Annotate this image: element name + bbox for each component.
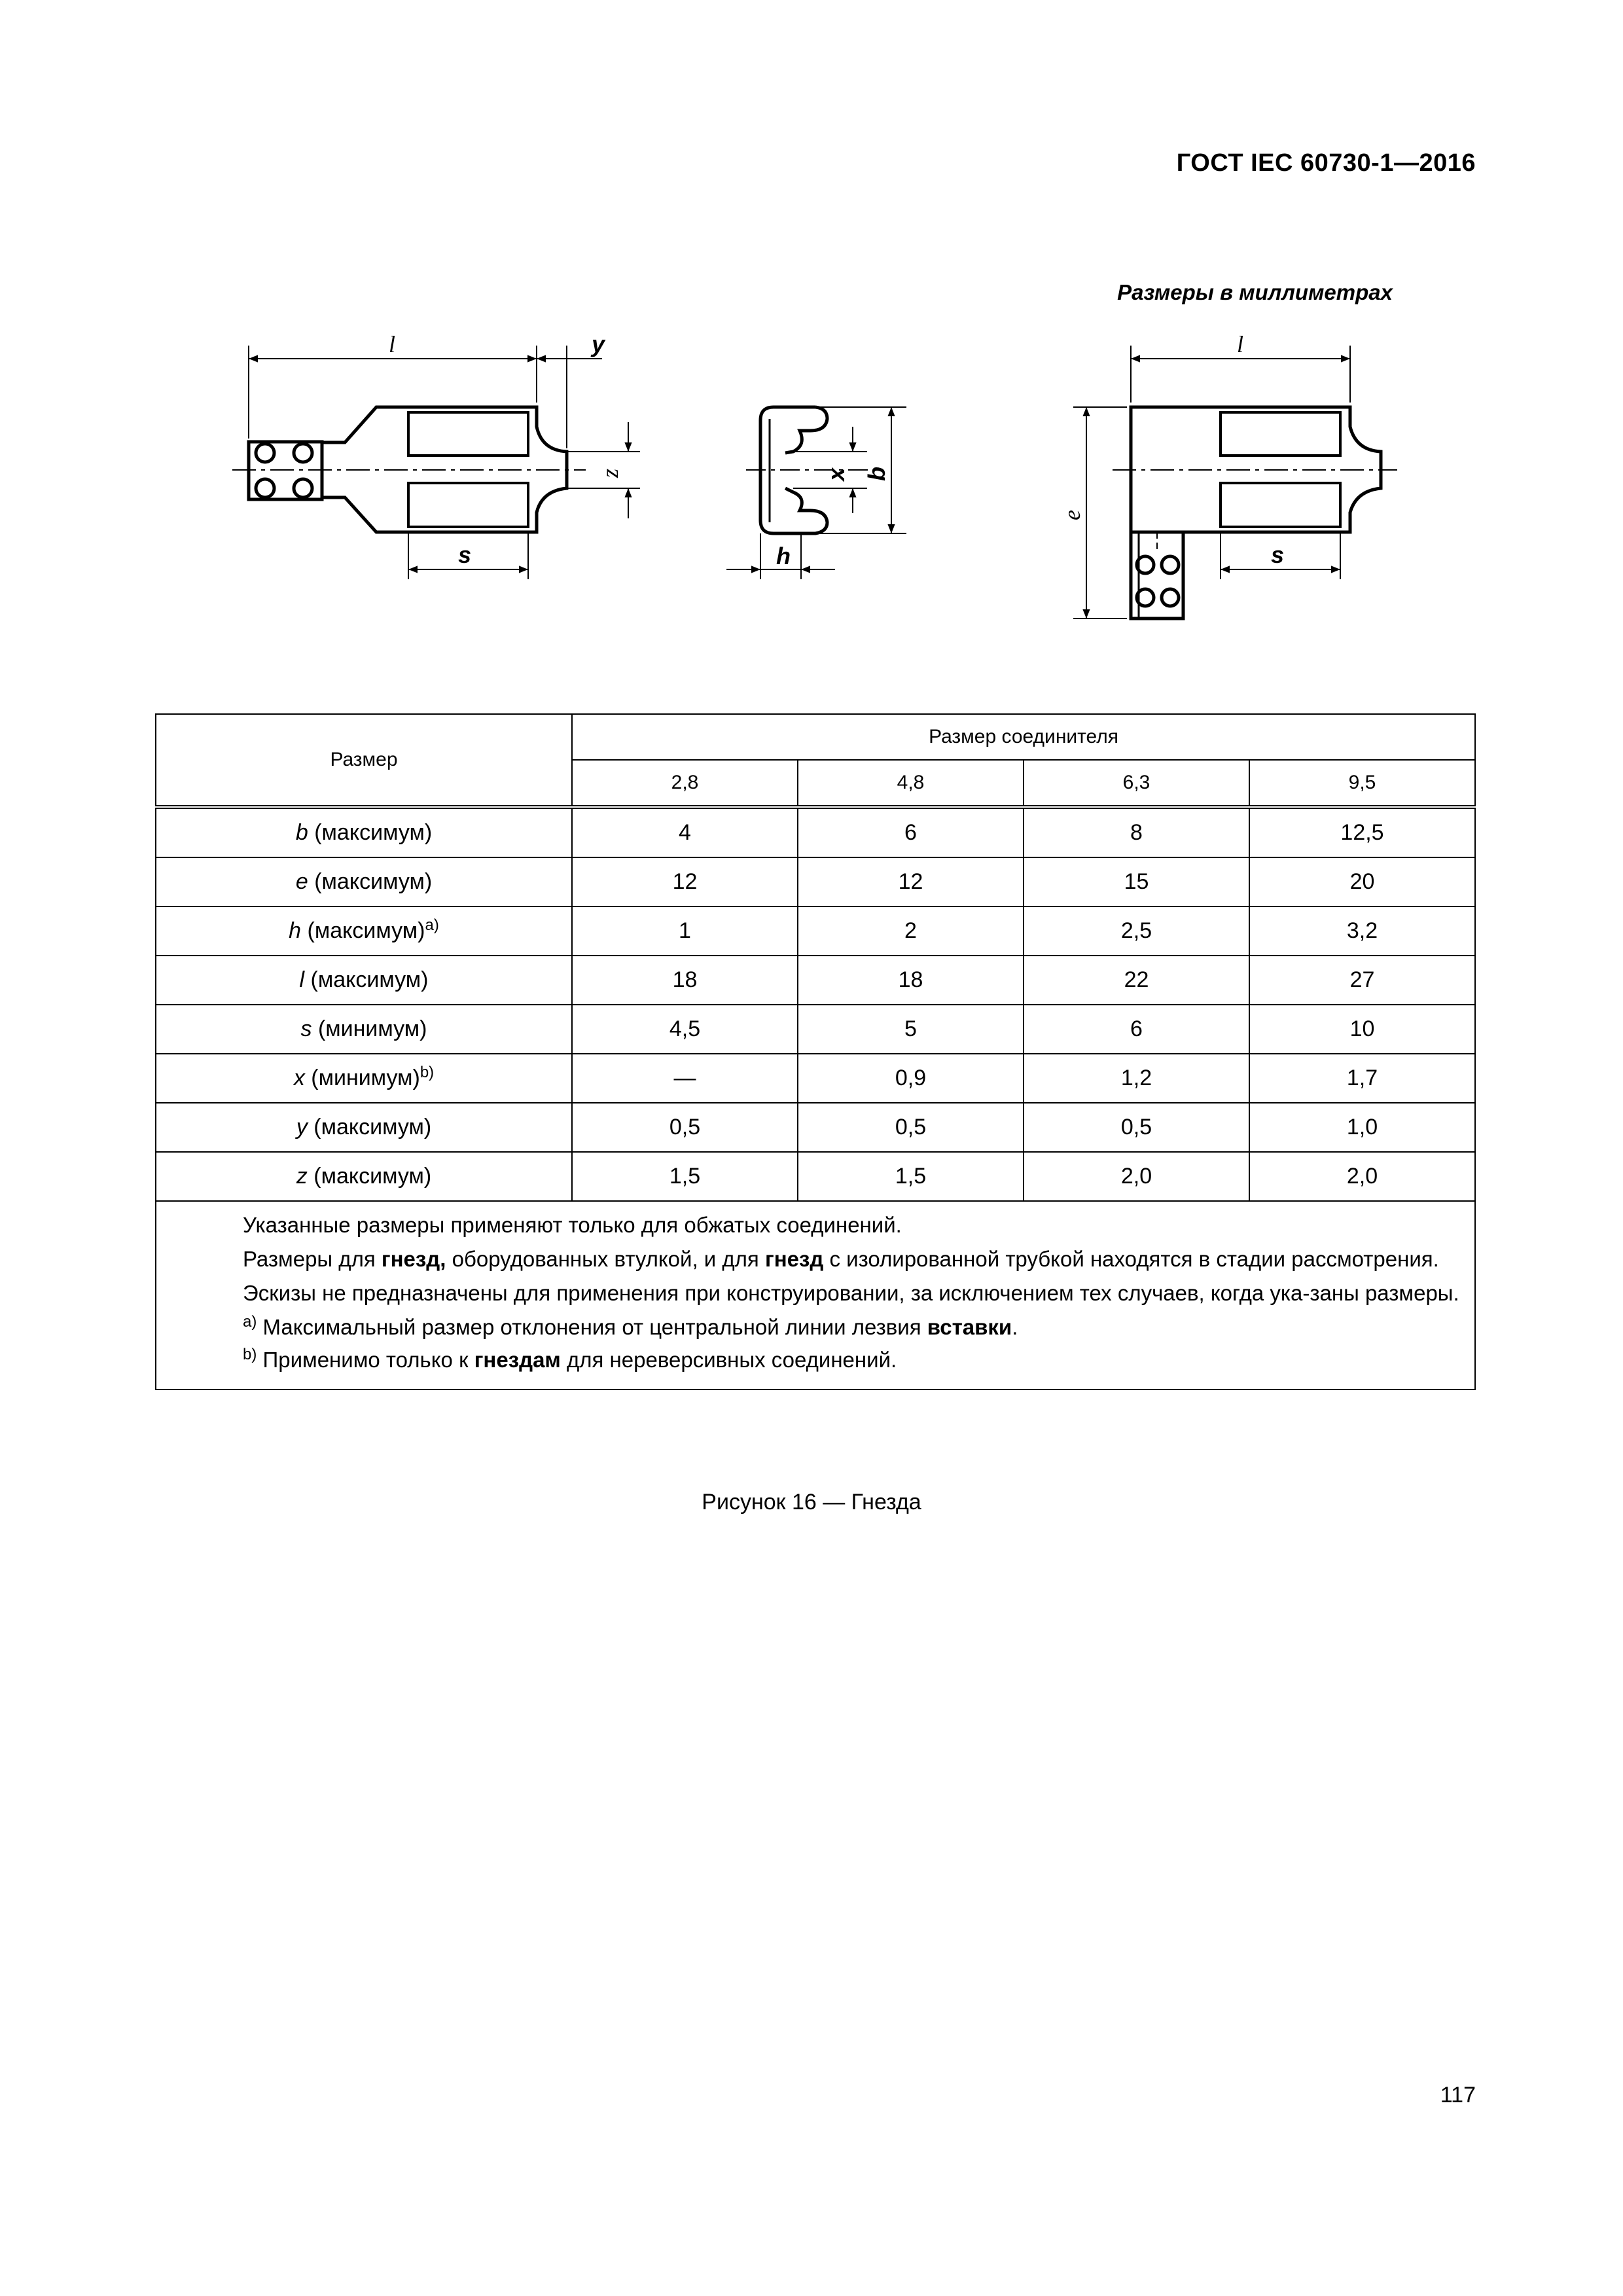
figure-caption: Рисунок 16 — Гнезда (702, 1490, 921, 1515)
dim-label-s: s (458, 541, 472, 568)
units-note: Размеры в миллиметрах (1117, 280, 1393, 304)
row-variable: l (299, 967, 305, 992)
size-header: 4,8 (798, 760, 1024, 807)
table-cell: 12,5 (1249, 807, 1475, 857)
dimensions-table (155, 713, 1476, 1390)
dim-label-h: h (776, 543, 791, 569)
footnote-b: $^{b)}$ Применимо только к гнездам для нереверсивных соединений. (243, 1346, 897, 1372)
table-cell: 8 (1024, 807, 1249, 857)
table-cell: 1,0 (1249, 1103, 1475, 1152)
size-header: 2,8 (572, 760, 798, 807)
table-cell: 18 (798, 956, 1024, 1005)
row-label (156, 807, 572, 857)
table-cell: 18 (572, 956, 798, 1005)
table-notes (156, 1201, 1475, 1390)
table-cell: 1 (572, 906, 798, 956)
flag-receptacle-view (1131, 407, 1381, 619)
footnote-ref: b) (419, 1064, 435, 1081)
footnote-ref: a) (425, 916, 439, 934)
table-cell: 2 (798, 906, 1024, 956)
note-paragraph: Эскизы не предназначены для применения при конструировании, за исключением тех случаев, когда ука-заны размеры. (243, 1281, 1459, 1305)
table-row (156, 1054, 1475, 1103)
table-cell: 12 (798, 857, 1024, 906)
table-cell: 0,5 (1024, 1103, 1249, 1152)
table-cell: 15 (1024, 857, 1249, 906)
table-row (156, 1152, 1475, 1201)
table-notes-row (156, 1201, 1475, 1390)
row-label-text: (максимум) (308, 869, 433, 894)
table-cell: 1,7 (1249, 1054, 1475, 1103)
table-cell: 3,2 (1249, 906, 1475, 956)
page-number: 117 (1440, 2083, 1476, 2108)
row-variable: e (295, 869, 308, 894)
table-cell: 6 (1024, 1005, 1249, 1054)
dim-label-l: l (389, 331, 396, 357)
row-label (156, 857, 572, 906)
table-cell: 4 (572, 807, 798, 857)
row-label-text: (минимум) (312, 1016, 427, 1041)
row-variable: z (296, 1164, 308, 1189)
row-label (156, 1005, 572, 1054)
row-label (156, 906, 572, 956)
table-cell: 22 (1024, 956, 1249, 1005)
table-row (156, 906, 1475, 956)
dim-label-y: y (592, 331, 605, 357)
table-row (156, 807, 1475, 857)
connector-drawings (0, 314, 1623, 655)
row-variable: h (289, 918, 302, 943)
table-cell: 2,0 (1024, 1152, 1249, 1201)
row-label-text: (максимум) (307, 1164, 432, 1189)
row-label (156, 1152, 572, 1201)
dim-label-b: b (863, 467, 890, 481)
dim-label-e: e (1059, 510, 1085, 520)
table-cell: 1,2 (1024, 1054, 1249, 1103)
row-variable: y (296, 1115, 308, 1139)
table-cell: 1,5 (798, 1152, 1024, 1201)
table-cell: 4,5 (572, 1005, 798, 1054)
table-cell: 6 (798, 807, 1024, 857)
table-row (156, 1005, 1475, 1054)
size-header: 9,5 (1249, 760, 1475, 807)
row-label (156, 1054, 572, 1103)
row-label-text: (максимум) (304, 967, 429, 992)
table-cell: — (572, 1054, 798, 1103)
table-cell: 2,5 (1024, 906, 1249, 956)
table-cell: 0,9 (798, 1054, 1024, 1103)
table-cell: 1,5 (572, 1152, 798, 1201)
table-cell: 0,5 (798, 1103, 1024, 1152)
footnote-a: $^{a)}$ Максимальный размер отклонения от центральной линии лезвия вставки. (243, 1313, 1018, 1339)
row-variable: s (300, 1016, 312, 1041)
row-variable: b (295, 820, 308, 845)
size-header: 6,3 (1024, 760, 1249, 807)
note-paragraph: Указанные размеры применяют только для обжатых соединений. (243, 1213, 902, 1237)
column-header-connector-size: Размер соединителя (572, 714, 1475, 760)
row-label (156, 1103, 572, 1152)
row-label-text: (минимум) (304, 1066, 420, 1090)
document-header: ГОСТ IEC 60730-1—2016 (1176, 149, 1476, 177)
table-cell: 20 (1249, 857, 1475, 906)
row-label-text: (максимум) (308, 820, 433, 845)
table-cell: 0,5 (572, 1103, 798, 1152)
table-cell: 12 (572, 857, 798, 906)
row-label (156, 956, 572, 1005)
table-cell: 27 (1249, 956, 1475, 1005)
dim-label-x: x (823, 467, 849, 481)
row-label-text: (максимум) (301, 918, 425, 943)
table-row (156, 1103, 1475, 1152)
note-paragraph: Размеры для гнезд, оборудованных втулкой, и для гнезд с изолированной трубкой находятся в стадии рассмотрения. (243, 1247, 1439, 1271)
table-row (156, 956, 1475, 1005)
row-label-text: (максимум) (307, 1115, 432, 1139)
table-cell: 5 (798, 1005, 1024, 1054)
table-cell: 10 (1249, 1005, 1475, 1054)
column-header-parameter: Размер (156, 714, 572, 807)
dim-label-z: z (597, 468, 623, 478)
table-row (156, 857, 1475, 906)
dim-label-s: s (1271, 541, 1285, 568)
row-variable: x (293, 1066, 305, 1090)
dim-label-l: l (1237, 331, 1244, 357)
table-cell: 2,0 (1249, 1152, 1475, 1201)
